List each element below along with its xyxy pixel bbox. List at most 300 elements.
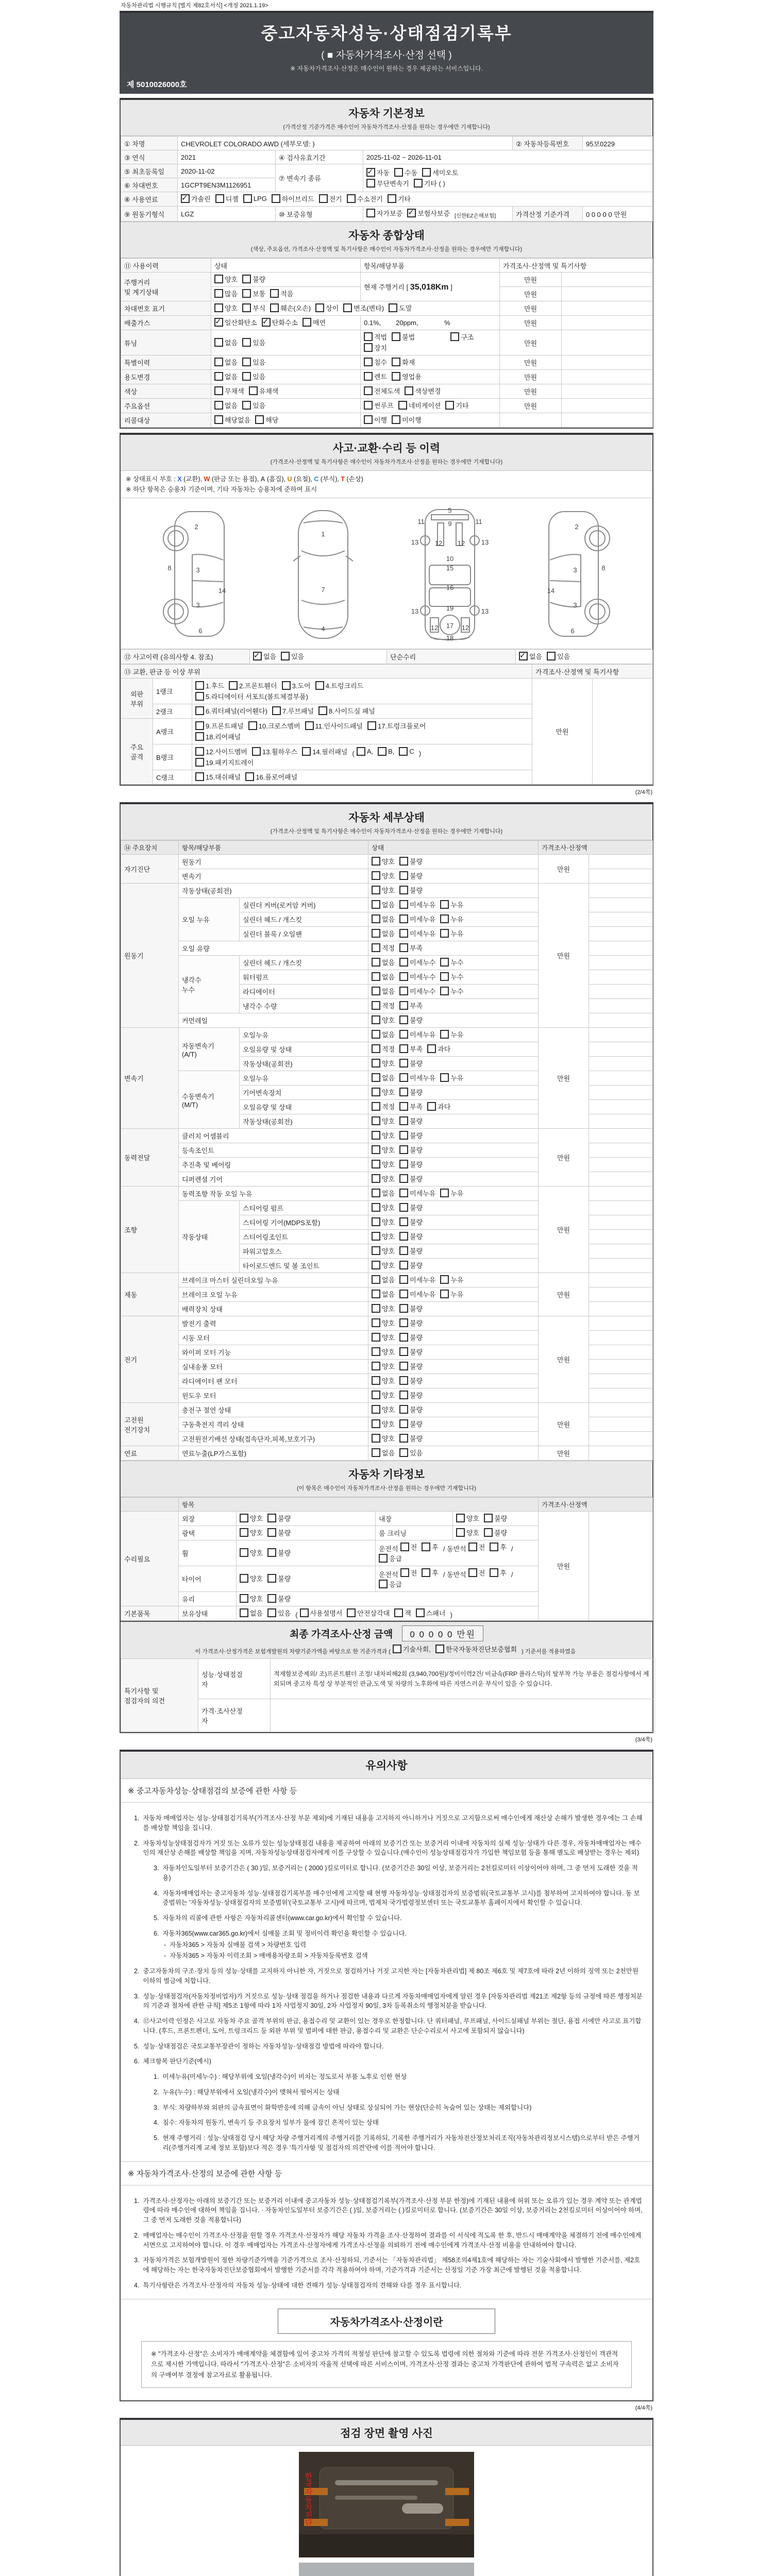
checkbox[interactable]	[364, 332, 373, 341]
polish-label: 광택	[179, 1526, 237, 1540]
option-label: 양호	[250, 1549, 263, 1557]
checkbox[interactable]	[372, 914, 380, 923]
checkbox[interactable]	[214, 303, 223, 312]
checkbox[interactable]	[240, 1528, 248, 1537]
checkbox[interactable]	[270, 303, 279, 312]
checkbox[interactable]	[229, 681, 238, 690]
checkbox[interactable]	[372, 1102, 380, 1111]
checkbox[interactable]	[214, 275, 223, 283]
checkbox[interactable]	[372, 1261, 380, 1269]
option	[372, 1202, 395, 1212]
checkbox[interactable]	[195, 747, 204, 756]
option-label: 양호	[382, 1334, 395, 1342]
checkbox[interactable]	[427, 1102, 436, 1111]
checkbox[interactable]	[440, 1073, 449, 1082]
checkbox[interactable]	[214, 386, 223, 395]
checkbox[interactable]	[242, 289, 251, 298]
option	[399, 1361, 423, 1371]
checkbox[interactable]	[372, 1362, 380, 1370]
checkbox[interactable]	[399, 1001, 408, 1010]
checkbox[interactable]	[393, 1645, 401, 1653]
option-label: 기술사회,	[402, 1646, 431, 1653]
checkbox[interactable]	[405, 386, 413, 395]
xcell	[589, 884, 653, 898]
checkbox[interactable]	[282, 681, 291, 690]
checkbox[interactable]	[378, 747, 386, 756]
option-label: 불량	[410, 858, 423, 866]
notice-item-number: 5.	[154, 2134, 159, 2142]
table-row	[121, 679, 653, 704]
checkbox[interactable]	[372, 1448, 380, 1457]
checkbox[interactable]	[399, 1362, 408, 1370]
checkbox[interactable]	[399, 1073, 408, 1082]
option	[399, 1188, 435, 1198]
checkbox[interactable]	[399, 1131, 408, 1140]
checkbox[interactable]	[214, 318, 223, 327]
option	[399, 1390, 423, 1400]
diagram-panel-number: 8	[167, 564, 172, 572]
checkbox[interactable]	[399, 1333, 408, 1342]
ocell	[368, 941, 539, 956]
checkbox[interactable]	[249, 386, 258, 395]
checkbox[interactable]	[214, 338, 223, 347]
checkbox[interactable]	[364, 401, 373, 410]
checkbox[interactable]	[399, 1246, 408, 1255]
checkbox[interactable]	[240, 1548, 248, 1557]
checkbox[interactable]	[372, 1333, 380, 1342]
checkbox[interactable]	[399, 1174, 408, 1183]
checkbox[interactable]	[357, 747, 365, 756]
checkbox[interactable]	[243, 194, 252, 203]
checkbox[interactable]	[456, 1514, 465, 1522]
checkbox[interactable]	[364, 386, 373, 395]
option	[242, 371, 265, 381]
header-state: 상태	[368, 841, 539, 855]
checkbox[interactable]	[272, 194, 280, 203]
checkbox[interactable]	[372, 1290, 380, 1298]
checkbox[interactable]	[318, 706, 327, 715]
checkbox[interactable]	[347, 1608, 356, 1617]
option	[240, 1608, 263, 1618]
checkbox[interactable]	[379, 1580, 388, 1588]
option-label: 안전삼각대	[357, 1609, 390, 1617]
checkbox[interactable]	[440, 987, 449, 995]
checkbox[interactable]	[372, 1405, 380, 1414]
checkbox[interactable]	[399, 1448, 408, 1457]
legend-part: A	[260, 476, 265, 483]
checkbox[interactable]	[435, 1645, 444, 1653]
checkbox[interactable]	[214, 401, 223, 410]
checkbox[interactable]	[315, 303, 324, 312]
checkbox[interactable]	[372, 1059, 380, 1067]
checkbox[interactable]	[440, 1189, 449, 1197]
checkbox[interactable]	[372, 1145, 380, 1154]
checkbox[interactable]	[366, 179, 375, 188]
checkbox[interactable]	[399, 1419, 408, 1428]
checkbox[interactable]	[399, 747, 408, 756]
checkbox[interactable]	[262, 318, 271, 327]
photo-watermark: 한국자동차진단	[304, 2472, 313, 2527]
option	[240, 1528, 263, 1537]
checkbox[interactable]	[399, 1376, 408, 1385]
checkbox[interactable]	[399, 958, 408, 967]
checkbox[interactable]	[372, 1246, 380, 1255]
checkbox[interactable]	[372, 1217, 380, 1226]
checkbox[interactable]	[195, 772, 204, 781]
option	[229, 681, 277, 690]
checkbox[interactable]	[427, 1044, 436, 1053]
checkbox[interactable]	[399, 886, 408, 894]
checkbox[interactable]	[195, 692, 204, 701]
option	[281, 651, 304, 661]
checkbox[interactable]	[392, 415, 400, 424]
checkbox[interactable]	[372, 929, 380, 938]
checkbox[interactable]	[400, 1543, 409, 1551]
checkbox[interactable]	[242, 401, 251, 410]
checkbox[interactable]	[392, 372, 400, 381]
checkbox[interactable]	[372, 1088, 380, 1096]
checkbox[interactable]	[399, 1261, 408, 1269]
checkbox[interactable]	[399, 987, 408, 995]
checkbox[interactable]	[399, 1189, 408, 1197]
checkbox[interactable]	[399, 1015, 408, 1024]
xcell	[589, 1057, 653, 1071]
checkbox[interactable]	[372, 1275, 380, 1284]
option-label: 장치	[374, 344, 388, 352]
checkbox[interactable]	[399, 900, 408, 909]
checkbox[interactable]	[445, 401, 454, 410]
checkbox[interactable]	[270, 289, 279, 298]
checkbox[interactable]	[392, 358, 400, 366]
checkbox[interactable]	[267, 1608, 276, 1617]
accident-flag-table	[121, 649, 653, 664]
option	[490, 1542, 507, 1552]
checkbox[interactable]	[399, 857, 408, 866]
checkbox[interactable]	[399, 1116, 408, 1125]
checkbox[interactable]	[399, 871, 408, 880]
checkbox[interactable]	[372, 1015, 380, 1024]
checkbox[interactable]	[399, 1275, 408, 1284]
notice-item	[134, 2042, 643, 2052]
checkbox[interactable]	[389, 303, 397, 312]
checkbox[interactable]	[468, 1543, 477, 1551]
option-label: 양호	[225, 304, 238, 312]
checkbox[interactable]	[399, 1347, 408, 1356]
checkbox[interactable]	[399, 1203, 408, 1212]
checkbox[interactable]	[195, 758, 204, 767]
checkbox[interactable]	[300, 1608, 309, 1617]
checkbox[interactable]	[181, 194, 190, 203]
checkbox[interactable]	[253, 652, 262, 660]
xcell	[589, 1244, 653, 1259]
price-unit-empty	[500, 413, 562, 428]
xcell	[589, 1114, 653, 1129]
checkbox[interactable]	[399, 972, 408, 981]
notice-item-text: 체크항목 판단기준(예시)	[143, 2058, 211, 2065]
checkbox[interactable]	[242, 303, 251, 312]
option-label: 불량	[410, 1363, 423, 1370]
report-page	[120, 0, 653, 2576]
checkbox[interactable]	[422, 1568, 430, 1577]
option	[547, 651, 570, 661]
first-reg-label: ⑤ 최초등록일	[121, 164, 178, 178]
checkbox[interactable]	[214, 372, 223, 381]
checkbox[interactable]	[195, 681, 204, 690]
option-label: 양호	[382, 1146, 395, 1154]
header-device: ⑭ 주요장치	[121, 841, 179, 855]
checkbox[interactable]	[372, 1391, 380, 1399]
interior-label: 내장	[376, 1512, 453, 1526]
checkbox[interactable]	[372, 1189, 380, 1197]
checkbox[interactable]	[372, 972, 380, 981]
checkbox[interactable]	[372, 1131, 380, 1140]
checkbox[interactable]	[281, 652, 290, 660]
checkbox[interactable]	[372, 1030, 380, 1039]
checkbox[interactable]	[372, 943, 380, 952]
checkbox[interactable]	[399, 1391, 408, 1399]
checkbox[interactable]	[214, 415, 223, 424]
icell: 오일누유	[240, 1071, 368, 1086]
checkbox[interactable]	[372, 1376, 380, 1385]
option	[372, 1145, 395, 1155]
checkbox[interactable]	[364, 343, 373, 352]
checkbox[interactable]	[399, 1290, 408, 1298]
checkbox[interactable]	[302, 747, 311, 756]
option	[267, 1594, 291, 1603]
checkbox[interactable]	[248, 721, 257, 730]
checkbox[interactable]	[347, 194, 356, 203]
checkbox[interactable]	[252, 747, 261, 756]
checkbox[interactable]	[372, 1419, 380, 1428]
rankC-items	[192, 770, 532, 785]
checkbox[interactable]	[372, 886, 380, 894]
checkbox[interactable]	[372, 1116, 380, 1125]
checkbox[interactable]	[484, 1514, 493, 1522]
checkbox[interactable]	[372, 900, 380, 909]
checkbox[interactable]	[364, 372, 373, 381]
option	[399, 1275, 435, 1284]
checkbox[interactable]	[242, 338, 251, 347]
checkbox[interactable]	[364, 358, 373, 366]
checkbox[interactable]	[242, 275, 251, 283]
ocell	[368, 869, 539, 884]
checkbox[interactable]	[414, 179, 423, 188]
checkbox[interactable]	[319, 194, 328, 203]
checkbox[interactable]	[372, 1304, 380, 1313]
checkbox[interactable]	[267, 1594, 276, 1603]
checkbox[interactable]	[372, 958, 380, 967]
checkbox[interactable]	[242, 358, 251, 366]
regno-label: ② 자동차등록번호	[513, 137, 583, 150]
xcell	[589, 1360, 653, 1374]
checkbox[interactable]	[366, 168, 375, 177]
checkbox[interactable]	[388, 194, 396, 203]
checkbox[interactable]	[372, 1434, 380, 1443]
checkbox[interactable]	[440, 972, 449, 981]
checkbox[interactable]	[490, 1568, 498, 1577]
checkbox[interactable]	[372, 1347, 380, 1356]
checkbox[interactable]	[272, 706, 281, 715]
checkbox[interactable]	[399, 943, 408, 952]
checkbox[interactable]	[440, 1290, 449, 1298]
option-label: 4.트렁크리드	[325, 682, 364, 690]
notice-item	[134, 1814, 643, 1833]
diagram-panel-number: 3	[573, 601, 577, 609]
checkbox[interactable]	[343, 303, 352, 312]
checkbox[interactable]	[240, 1574, 248, 1583]
checkbox[interactable]	[399, 1102, 408, 1111]
checkbox[interactable]	[399, 1145, 408, 1154]
checkbox[interactable]	[519, 652, 528, 660]
checkbox[interactable]	[372, 1174, 380, 1183]
option	[195, 681, 224, 690]
option-label: 적음	[280, 290, 294, 298]
usage-options2	[361, 370, 500, 384]
checkbox[interactable]	[484, 1528, 493, 1537]
checkbox[interactable]	[399, 929, 408, 938]
checkbox[interactable]	[392, 332, 400, 341]
checkbox[interactable]	[267, 1528, 276, 1537]
checkbox[interactable]	[399, 1059, 408, 1067]
checkbox[interactable]	[468, 1568, 477, 1577]
checkbox[interactable]	[394, 168, 403, 177]
xcell	[589, 1143, 653, 1158]
checkbox[interactable]	[399, 1030, 408, 1039]
option	[440, 986, 463, 996]
vehicle-diagram-top	[272, 504, 375, 643]
checkbox[interactable]	[215, 194, 224, 203]
option	[181, 194, 211, 204]
option	[302, 747, 347, 756]
checkbox[interactable]	[214, 358, 223, 366]
checkbox[interactable]	[416, 1608, 425, 1617]
checkbox[interactable]	[490, 1543, 498, 1551]
checkbox[interactable]	[399, 1318, 408, 1327]
checkbox[interactable]	[399, 1304, 408, 1313]
checkbox[interactable]	[422, 168, 431, 177]
option	[372, 1347, 395, 1357]
option	[372, 1029, 395, 1039]
checkbox[interactable]	[240, 1608, 248, 1617]
notice-box	[120, 1750, 653, 2401]
checkbox[interactable]	[366, 209, 375, 217]
checkbox[interactable]	[399, 1088, 408, 1096]
checkbox[interactable]	[303, 318, 311, 327]
checkbox[interactable]	[379, 1554, 388, 1563]
legend-part: (판금 또는 용접),	[210, 476, 261, 483]
checkbox[interactable]	[450, 332, 459, 341]
option-label: 전체도색	[374, 387, 400, 395]
diagram-panel-number: 11	[475, 518, 482, 526]
checkbox[interactable]	[399, 1217, 408, 1226]
checkbox[interactable]	[440, 900, 449, 909]
overall-title: 자동차 종합상태	[348, 230, 425, 242]
checkbox[interactable]	[372, 1232, 380, 1241]
checkbox[interactable]	[267, 1548, 276, 1557]
notice-item-number: 6.	[134, 2058, 140, 2065]
checkbox[interactable]	[399, 1044, 408, 1053]
option-label: 기타 ( )	[424, 179, 445, 188]
option-label: 과다	[438, 1103, 451, 1111]
diagram-panel-number: 13	[481, 538, 489, 546]
checkbox[interactable]	[372, 1318, 380, 1327]
checkbox[interactable]	[400, 1568, 409, 1577]
exterior-options	[237, 1512, 376, 1526]
checkbox[interactable]	[315, 681, 324, 690]
checkbox[interactable]	[372, 1073, 380, 1082]
checkbox[interactable]	[305, 721, 314, 730]
option-label: 전	[478, 1569, 485, 1577]
option	[267, 1608, 291, 1618]
checkbox[interactable]	[399, 1160, 408, 1168]
checkbox[interactable]	[372, 1001, 380, 1010]
checkbox[interactable]	[240, 1594, 248, 1603]
checkbox[interactable]	[398, 401, 407, 410]
checkbox[interactable]	[440, 1030, 449, 1039]
checkbox[interactable]	[372, 1044, 380, 1053]
checkbox[interactable]	[372, 1160, 380, 1168]
checkbox[interactable]	[399, 1434, 408, 1443]
option	[214, 317, 257, 327]
option	[195, 757, 254, 767]
checkbox[interactable]	[407, 209, 416, 217]
overall-table	[121, 258, 653, 428]
checkbox[interactable]	[255, 415, 264, 424]
checkbox[interactable]	[399, 1232, 408, 1241]
checkbox[interactable]	[372, 871, 380, 880]
diagram-panel-number: 1	[321, 530, 325, 538]
checkbox[interactable]	[195, 706, 204, 715]
rankC-label: C랭크	[153, 770, 192, 785]
checkbox[interactable]	[547, 652, 556, 660]
checkbox[interactable]	[267, 1514, 276, 1522]
ocell	[368, 1187, 539, 1201]
option-label: 양호	[382, 1161, 395, 1168]
option-label: 양호	[382, 1262, 395, 1269]
checkbox[interactable]	[240, 1514, 248, 1522]
checkbox[interactable]	[372, 1203, 380, 1212]
pcell: 만원	[539, 1403, 589, 1446]
option	[399, 1001, 423, 1010]
option	[262, 317, 298, 327]
checkbox[interactable]	[372, 987, 380, 995]
checkbox[interactable]	[372, 857, 380, 866]
checkbox[interactable]	[456, 1528, 465, 1537]
checkbox[interactable]	[399, 914, 408, 923]
notice-item-text: 자동차가격은 보험개발원이 정한 차량기준가액을 기준가격으로 조사·산정하되, 기준서는 「자동차관리법」 제58조의4제1호에 해당하는 자는 기술사회에서 발행한 기준서를, 제2호에 해당하는 자는 한국자동차진단보증협회에서 발행한 기준서를 각각 적용하여야 하며, 기준가격과 기준서는 산정일 기준 가장 최근에 발행된 것을 적용합니다.	[143, 2257, 641, 2274]
checkbox[interactable]	[394, 1608, 403, 1617]
option	[366, 167, 390, 177]
checkbox[interactable]	[242, 372, 251, 381]
checkbox[interactable]	[440, 929, 449, 938]
checkbox[interactable]	[195, 732, 204, 741]
checkbox[interactable]	[399, 1405, 408, 1414]
checkbox[interactable]	[440, 1275, 449, 1284]
checkbox[interactable]	[195, 721, 204, 730]
checkbox[interactable]	[367, 721, 376, 730]
checkbox[interactable]	[245, 772, 254, 781]
checkbox[interactable]	[214, 289, 223, 298]
option	[214, 386, 244, 396]
scell: 자동변속기 (A/T)	[179, 1028, 240, 1071]
checkbox[interactable]	[364, 415, 373, 424]
checkbox[interactable]	[440, 958, 449, 967]
checkbox[interactable]	[267, 1574, 276, 1583]
final-price-label: 최종 가격조사·산정 금액	[289, 1629, 393, 1640]
table-row	[121, 1512, 653, 1526]
checkbox[interactable]	[440, 914, 449, 923]
checkbox[interactable]	[422, 1543, 430, 1551]
